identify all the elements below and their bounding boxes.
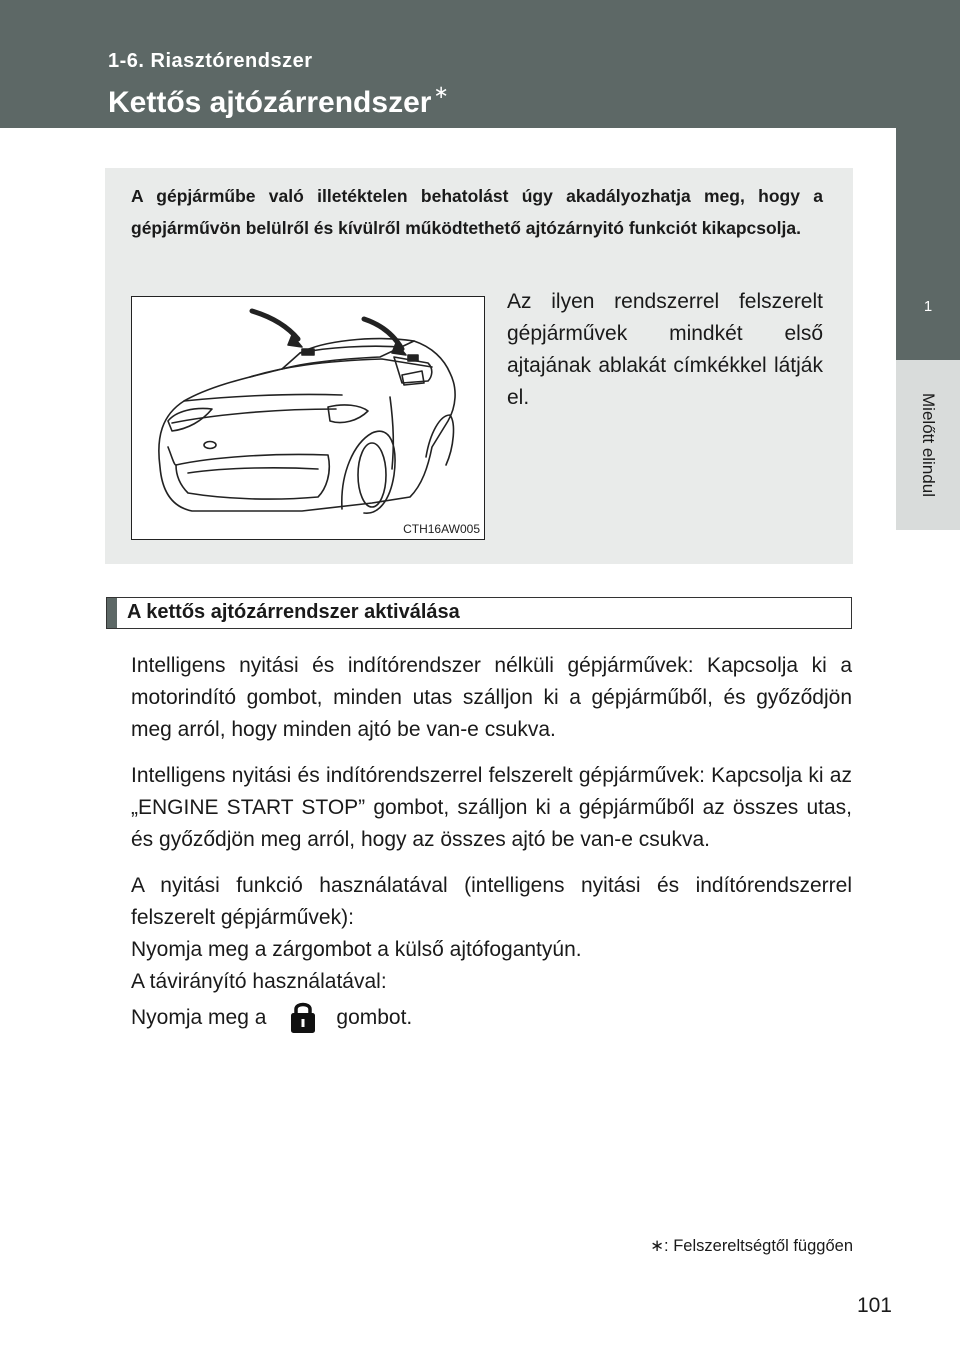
car-illustration (131, 296, 485, 540)
chapter-number: 1 (923, 298, 933, 315)
page-title (108, 82, 449, 120)
footnote-mark: ∗ (650, 1237, 665, 1255)
paragraph-2: Intelligens nyitási és indítórendszerrel felszerelt gépjárművek: Kapcsolja ki az „ENGINE START STOP” gombot, szálljon ki a gépjárműből az összes utas, és győződjön meg arról, hogy az összes ajtó be van-e csukva. (131, 764, 852, 851)
subsection-heading (106, 597, 852, 629)
heading-bar (107, 598, 117, 628)
body-text (131, 650, 852, 1034)
intro-text: A gépjárműbe való illetéktelen behatolást úgy akadályozhatja meg, hogy a gépjárművön belülről és kívülről működtethető ajtózárnyitó funkciót kikapcsolja. (131, 186, 823, 238)
figure-code: CTH16AW005 (403, 522, 480, 536)
paragraph-1: Intelligens nyitási és indítórendszer nélküli gépjárművek: Kapcsolja ki a motorindító gombot, minden utas szálljon ki a gépjárműből, és győződjön meg arról, hogy minden ajtó be van-e csukva. (131, 654, 852, 741)
car-drawing (132, 297, 486, 541)
paragraph-3c: A távirányító használatával: (131, 970, 387, 993)
chapter-label: Mielőtt elindul (919, 393, 939, 497)
paragraph-3d (131, 998, 852, 1034)
subsection-heading-text: A kettős ajtózárrendszer aktiválása (127, 601, 460, 623)
lock-text-post: gombot. (336, 1006, 413, 1029)
chapter-tab (896, 128, 960, 360)
lock-text-pre: Nyomja meg a (131, 1006, 267, 1029)
figure-caption: Az ilyen rendszerrel felszerelt gépjárművek mindkét első ajtajának ablakát címkékkel látják el. (507, 290, 823, 409)
page-number: 101 (856, 1294, 892, 1317)
chapter-label-wrap (896, 360, 960, 530)
paragraph-3b: Nyomja meg a zárgombot a külső ajtófogantyún. (131, 938, 582, 961)
lock-icon (288, 998, 318, 1034)
section-label: 1-6. Riasztórendszer (108, 50, 313, 72)
footnote (650, 1236, 853, 1256)
footnote-text: : Felszereltségtől függően (664, 1237, 853, 1255)
paragraph-3a: A nyitási funkció használatával (intelligens nyitási és indítórendszerrel felszerelt gépjárművek): (131, 874, 852, 929)
title-asterisk: ∗ (433, 82, 449, 102)
page-title-text: Kettős ajtózárrendszer (108, 86, 432, 119)
